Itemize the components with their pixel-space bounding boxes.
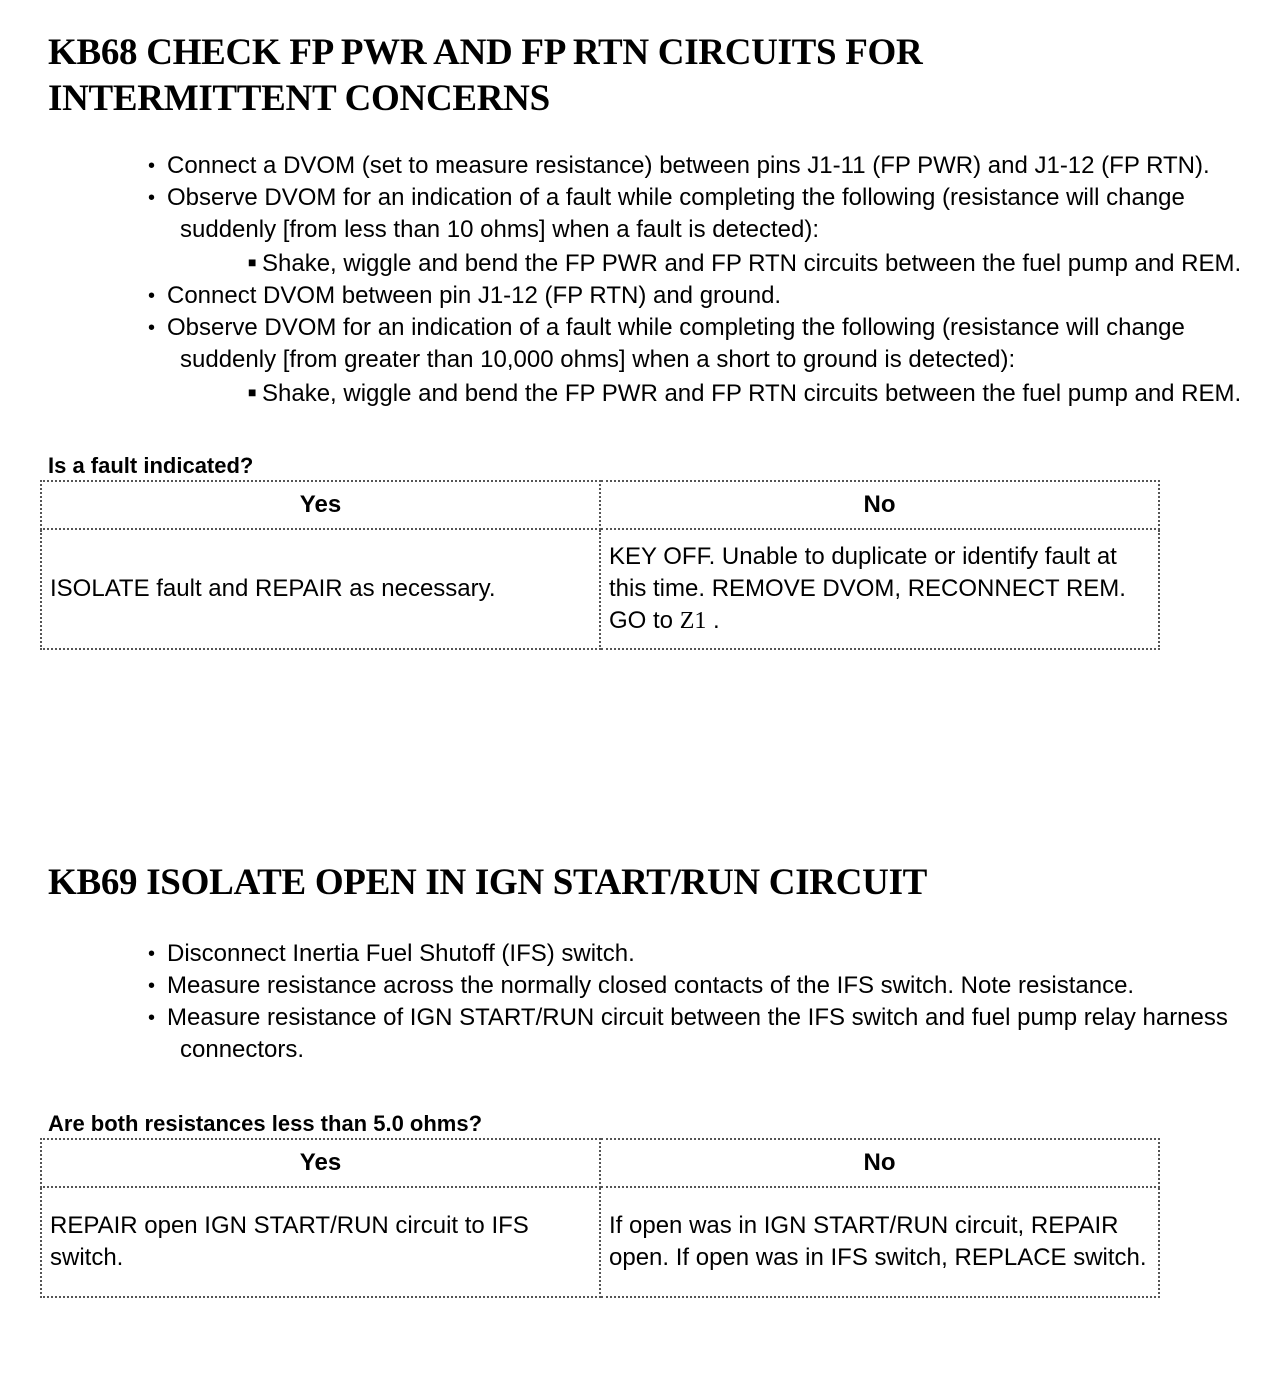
- list-item: [148, 182, 1268, 246]
- step-text: Disconnect Inertia Fuel Shutoff (IFS) switch.: [167, 940, 635, 967]
- step-text: Observe DVOM for an indication of a fault while completing the following (resistance will change suddenly [from greater than 10,000 ohms] when a short to ground is detected):: [167, 314, 1185, 373]
- section-kb69: [48, 860, 1268, 1298]
- no-header: No: [600, 1139, 1159, 1187]
- no-suffix: .: [706, 607, 720, 634]
- bullet-icon: •: [148, 317, 156, 339]
- step-text: Shake, wiggle and bend the FP PWR and FP RTN circuits between the fuel pump and REM.: [262, 380, 1242, 407]
- bullet-icon: •: [148, 285, 156, 307]
- step-text: Observe DVOM for an indication of a fault while completing the following (resistance will change suddenly [from less than 10 ohms] when a fault is detected):: [167, 184, 1185, 243]
- yes-cell: REPAIR open IGN START/RUN circuit to IFS switch.: [41, 1187, 600, 1297]
- bullet-icon: •: [148, 943, 156, 965]
- yes-header: Yes: [41, 481, 600, 529]
- question: Are both resistances less than 5.0 ohms?: [48, 1111, 483, 1136]
- step-text: Connect a DVOM (set to measure resistance) between pins J1-11 (FP PWR) and J1-12 (FP RTN).: [167, 152, 1210, 179]
- bullet-icon: •: [148, 975, 156, 997]
- section-title: [48, 30, 1268, 122]
- question: Is a fault indicated?: [48, 453, 254, 478]
- step-text: Shake, wiggle and bend the FP PWR and FP RTN circuits between the fuel pump and REM.: [262, 250, 1242, 277]
- bullet-icon: •: [148, 187, 156, 209]
- square-bullet-icon: ■: [248, 254, 257, 270]
- list-item: [148, 312, 1268, 376]
- sub-list-item: [248, 376, 1268, 410]
- title-line-1: KB68 CHECK FP PWR AND FP RTN CIRCUITS FOR: [48, 32, 923, 73]
- no-text: KEY OFF. Unable to duplicate or identify fault at this time. REMOVE DVOM, RECONNECT REM. GO to: [609, 543, 1126, 634]
- list-item: [148, 150, 1268, 182]
- section-kb68: [48, 30, 1268, 650]
- goto-link[interactable]: Z1: [679, 608, 707, 634]
- no-cell: [600, 529, 1159, 649]
- list-item: [148, 280, 1268, 312]
- answer-table: [40, 480, 1160, 650]
- step-text: Measure resistance of IGN START/RUN circuit between the IFS switch and fuel pump relay harness connectors.: [167, 1004, 1228, 1063]
- step-text: Connect DVOM between pin J1-12 (FP RTN) and ground.: [167, 282, 782, 309]
- sub-list-item: [248, 246, 1268, 280]
- section-title: KB69 ISOLATE OPEN IN IGN START/RUN CIRCUIT: [48, 862, 928, 903]
- no-header: No: [600, 481, 1159, 529]
- title-line-2: INTERMITTENT CONCERNS: [48, 78, 550, 119]
- answer-table: [40, 1138, 1160, 1298]
- yes-cell: ISOLATE fault and REPAIR as necessary.: [41, 529, 600, 649]
- step-text: Measure resistance across the normally closed contacts of the IFS switch. Note resistance.: [167, 972, 1135, 999]
- bullet-icon: •: [148, 155, 156, 177]
- list-item: [148, 938, 1268, 970]
- list-item: [148, 970, 1268, 1002]
- no-cell: If open was in IGN START/RUN circuit, REPAIR open. If open was in IFS switch, REPLACE switch.: [600, 1187, 1159, 1297]
- step-list: [48, 150, 1268, 410]
- step-list: [48, 938, 1268, 1066]
- yes-header: Yes: [41, 1139, 600, 1187]
- square-bullet-icon: ■: [248, 384, 257, 400]
- bullet-icon: •: [148, 1007, 156, 1029]
- list-item: [148, 1002, 1268, 1066]
